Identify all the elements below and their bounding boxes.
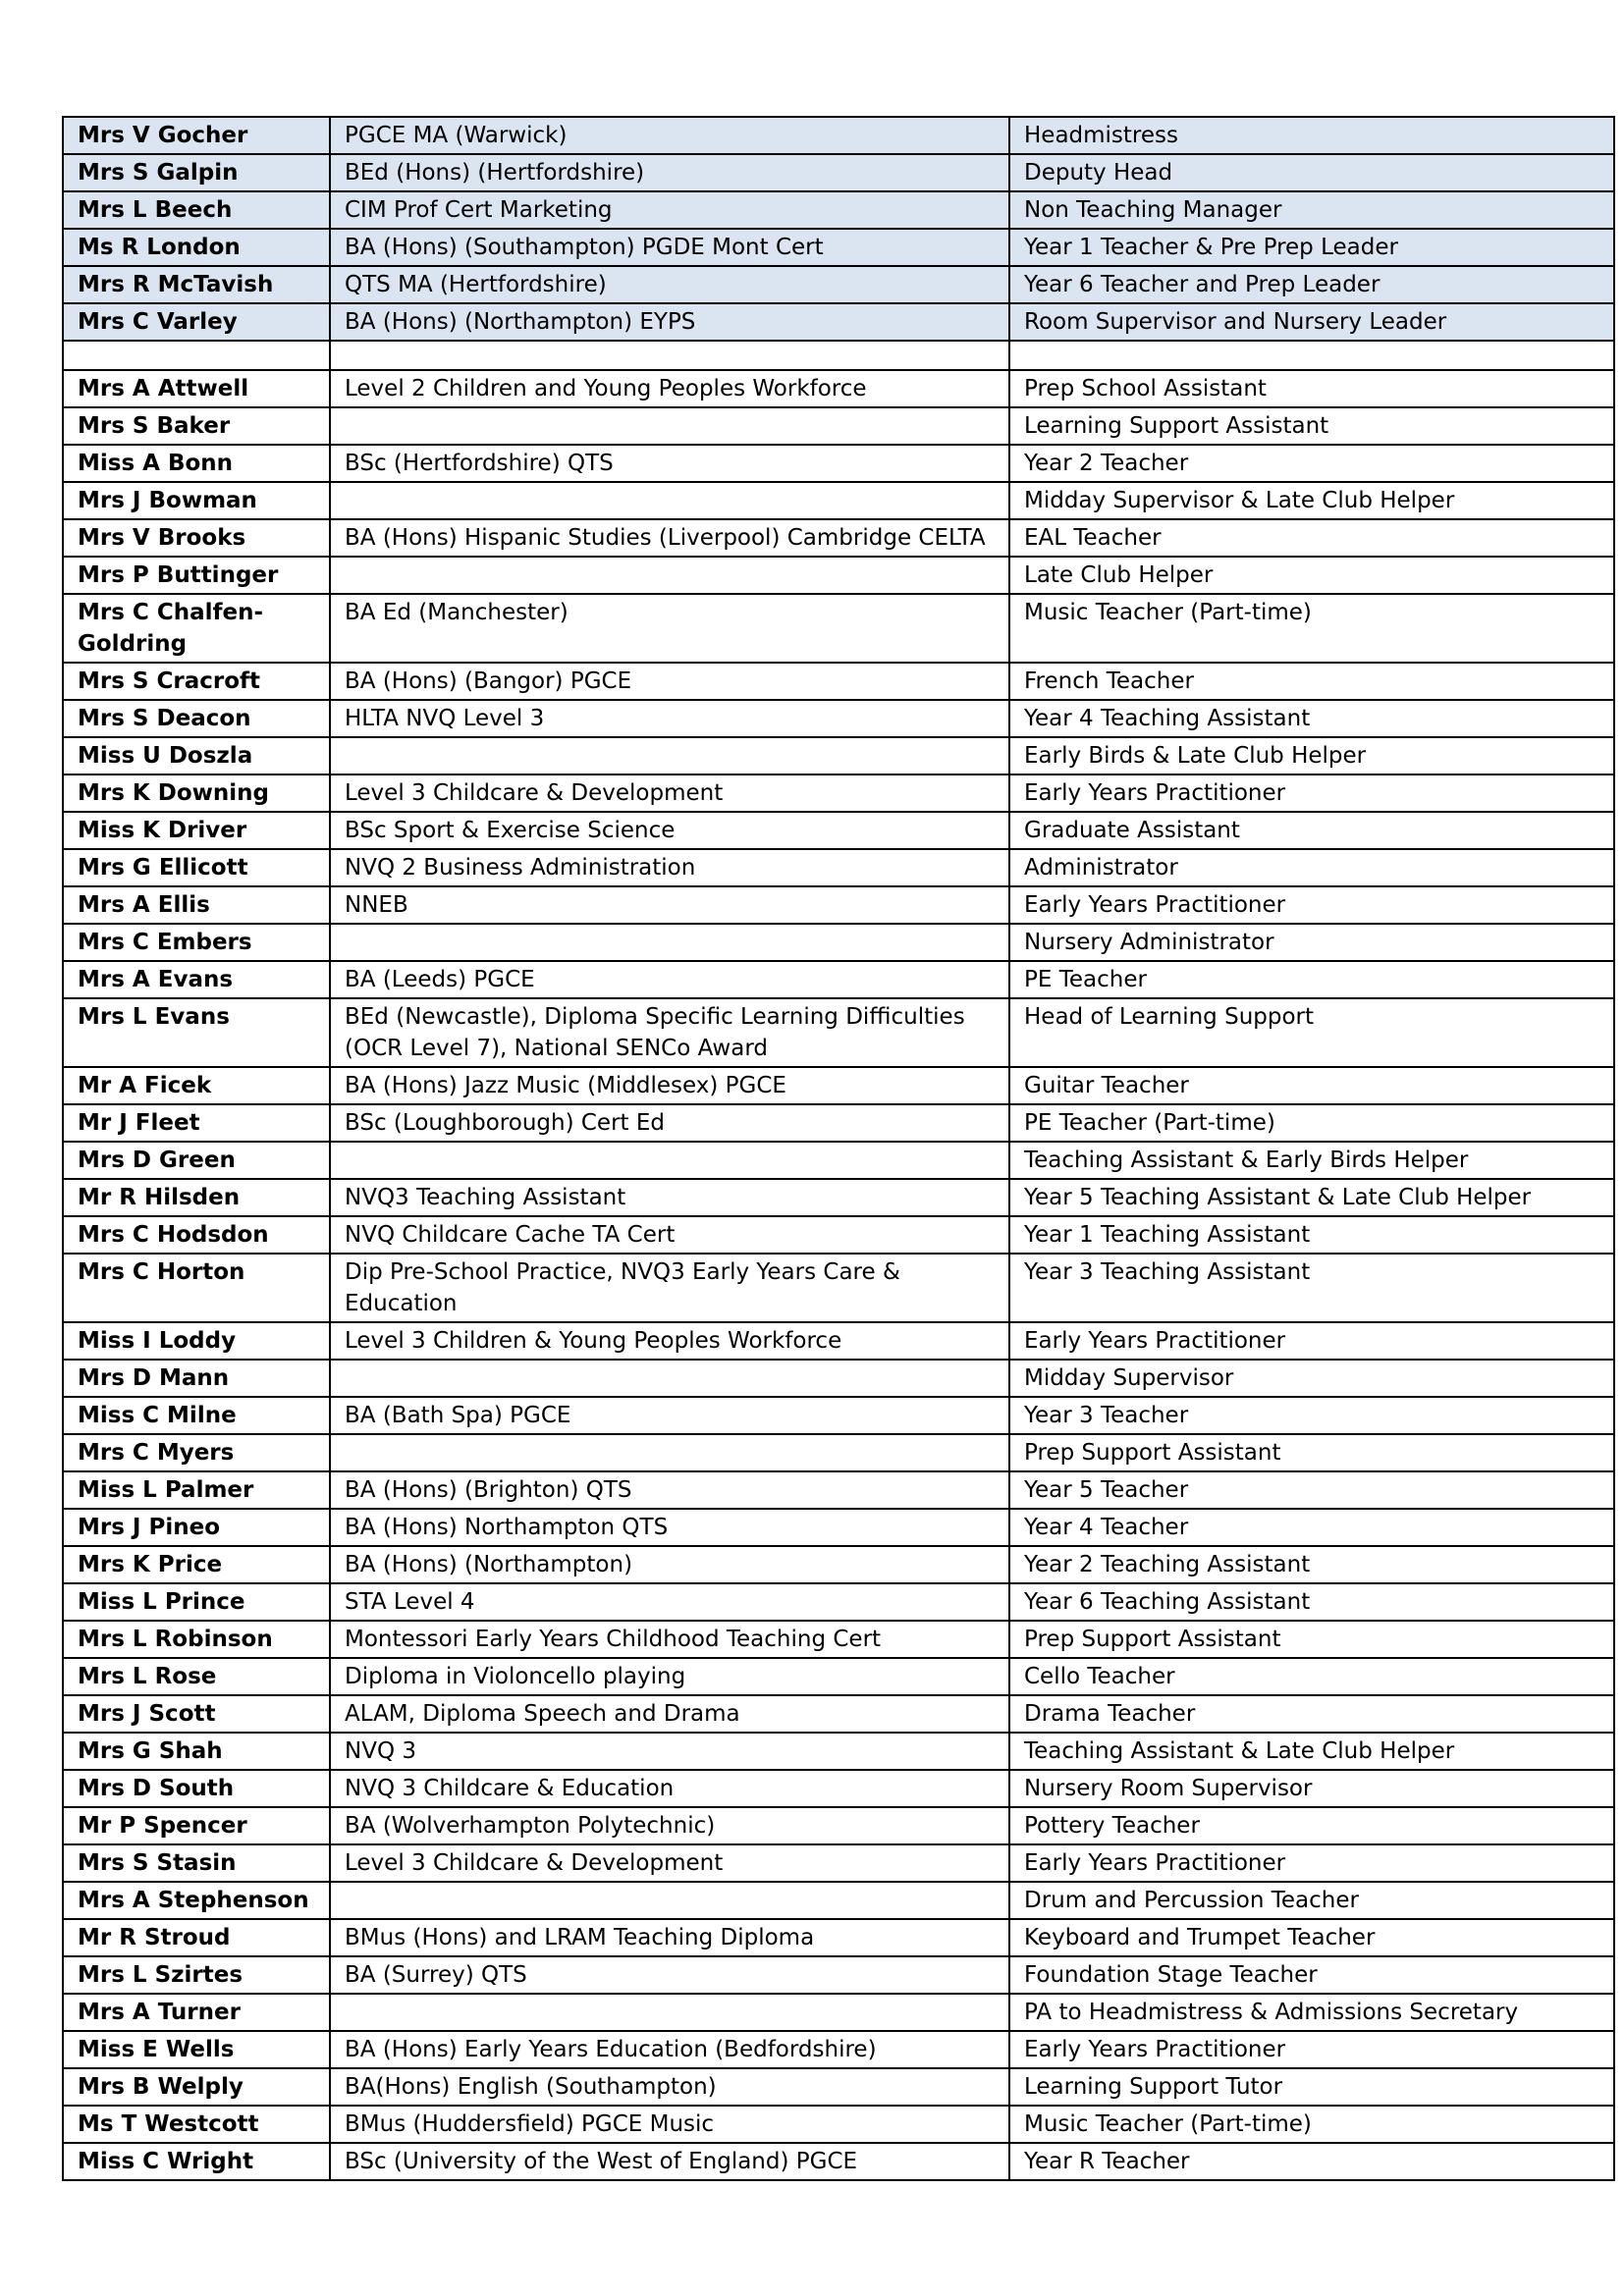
staff-qualification-cell: BEd (Hons) (Hertfordshire): [330, 154, 1009, 191]
staff-role-cell: Year 2 Teaching Assistant: [1009, 1546, 1614, 1583]
staff-row: [63, 370, 1614, 407]
staff-name-cell: Mrs C Varley: [63, 303, 330, 341]
staff-name-cell: Mrs S Stasin: [63, 1844, 330, 1882]
staff-qualification-cell: NNEB: [330, 886, 1009, 924]
staff-row: [63, 1733, 1614, 1770]
staff-qualification-cell: CIM Prof Cert Marketing: [330, 191, 1009, 229]
staff-qualification-cell: Level 3 Children & Young Peoples Workforce: [330, 1322, 1009, 1360]
staff-row: [63, 1216, 1614, 1254]
staff-role-cell: Prep Support Assistant: [1009, 1621, 1614, 1658]
staff-name-cell: Mrs B Welply: [63, 2068, 330, 2106]
staff-name-cell: Mrs L Beech: [63, 191, 330, 229]
staff-row: [63, 1254, 1614, 1322]
staff-qualification-cell: NVQ 2 Business Administration: [330, 849, 1009, 886]
staff-row: [63, 812, 1614, 849]
staff-row: [63, 1658, 1614, 1695]
staff-row: [63, 774, 1614, 812]
staff-role-cell: Headmistress: [1009, 117, 1614, 154]
staff-role-cell: Teaching Assistant & Early Birds Helper: [1009, 1142, 1614, 1179]
staff-name-cell: Miss E Wells: [63, 2031, 330, 2068]
staff-name-cell: Mrs G Ellicott: [63, 849, 330, 886]
staff-qualification-cell: [330, 1882, 1009, 1919]
staff-row: [63, 663, 1614, 700]
staff-role-cell: Administrator: [1009, 849, 1614, 886]
staff-name-cell: Mrs J Scott: [63, 1695, 330, 1733]
staff-name-cell: Mrs L Evans: [63, 998, 330, 1067]
staff-name-cell: Mrs G Shah: [63, 1733, 330, 1770]
staff-name-cell: Mr R Hilsden: [63, 1179, 330, 1216]
staff-qualification-cell: Diploma in Violoncello playing: [330, 1658, 1009, 1695]
staff-name-cell: Miss L Palmer: [63, 1471, 330, 1509]
staff-row: [63, 1695, 1614, 1733]
staff-name-cell: Ms T Westcott: [63, 2106, 330, 2143]
senior-staff-row: [63, 154, 1614, 191]
staff-role-cell: Nursery Administrator: [1009, 924, 1614, 961]
staff-qualification-cell: [330, 1142, 1009, 1179]
staff-name-cell: Miss K Driver: [63, 812, 330, 849]
staff-role-cell: Year R Teacher: [1009, 2143, 1614, 2180]
staff-qualification-cell: Level 2 Children and Young Peoples Workforce: [330, 370, 1009, 407]
staff-qualification-cell: Montessori Early Years Childhood Teaching Cert: [330, 1621, 1009, 1658]
staff-role-cell: PE Teacher (Part-time): [1009, 1104, 1614, 1142]
staff-role-cell: Year 5 Teaching Assistant & Late Club Helper: [1009, 1179, 1614, 1216]
staff-row: [63, 1322, 1614, 1360]
staff-role-cell: Year 3 Teaching Assistant: [1009, 1254, 1614, 1322]
staff-name-cell: Mrs J Pineo: [63, 1509, 330, 1546]
staff-row: [63, 961, 1614, 998]
staff-name-cell: Mr R Stroud: [63, 1919, 330, 1956]
staff-qualification-cell: [330, 482, 1009, 519]
staff-role-cell: Year 5 Teacher: [1009, 1471, 1614, 1509]
staff-role-cell: Prep Support Assistant: [1009, 1434, 1614, 1471]
staff-name-cell: Mr A Ficek: [63, 1067, 330, 1104]
staff-role-cell: Music Teacher (Part-time): [1009, 594, 1614, 663]
staff-qualification-cell: BA (Wolverhampton Polytechnic): [330, 1807, 1009, 1844]
staff-role-cell: Year 1 Teaching Assistant: [1009, 1216, 1614, 1254]
staff-row: [63, 407, 1614, 445]
staff-qualification-cell: NVQ 3: [330, 1733, 1009, 1770]
staff-qualification-cell: HLTA NVQ Level 3: [330, 700, 1009, 737]
staff-qualification-cell: BMus (Huddersfield) PGCE Music: [330, 2106, 1009, 2143]
staff-name-cell: Mrs A Turner: [63, 1994, 330, 2031]
staff-name-cell: Mrs A Evans: [63, 961, 330, 998]
staff-qualification-cell: BSc (Loughborough) Cert Ed: [330, 1104, 1009, 1142]
staff-row: [63, 557, 1614, 594]
staff-row: [63, 849, 1614, 886]
staff-row: [63, 700, 1614, 737]
staff-row: [63, 737, 1614, 774]
staff-role-cell: Drum and Percussion Teacher: [1009, 1882, 1614, 1919]
staff-role-cell: Early Years Practitioner: [1009, 886, 1614, 924]
staff-name-cell: Mrs C Embers: [63, 924, 330, 961]
staff-name-cell: Mrs A Attwell: [63, 370, 330, 407]
staff-qualification-cell: BA(Hons) English (Southampton): [330, 2068, 1009, 2106]
staff-qualification-cell: PGCE MA (Warwick): [330, 117, 1009, 154]
staff-role-cell: Room Supervisor and Nursery Leader: [1009, 303, 1614, 341]
staff-role-cell: EAL Teacher: [1009, 519, 1614, 557]
staff-row: [63, 2106, 1614, 2143]
staff-row: [63, 1621, 1614, 1658]
staff-row: [63, 2143, 1614, 2180]
staff-qualification-cell: BA (Hons) Northampton QTS: [330, 1509, 1009, 1546]
staff-name-cell: Mrs A Ellis: [63, 886, 330, 924]
staff-qualification-cell: NVQ 3 Childcare & Education: [330, 1770, 1009, 1807]
staff-qualification-cell: [330, 737, 1009, 774]
spacer-cell: [63, 341, 330, 370]
staff-qualification-cell: BSc Sport & Exercise Science: [330, 812, 1009, 849]
staff-row: [63, 445, 1614, 482]
staff-name-cell: Mrs S Baker: [63, 407, 330, 445]
staff-name-cell: Mrs A Stephenson: [63, 1882, 330, 1919]
staff-name-cell: Mrs J Bowman: [63, 482, 330, 519]
staff-name-cell: Miss C Wright: [63, 2143, 330, 2180]
staff-qualification-cell: [330, 1994, 1009, 2031]
staff-role-cell: Early Birds & Late Club Helper: [1009, 737, 1614, 774]
staff-role-cell: Year 6 Teacher and Prep Leader: [1009, 266, 1614, 303]
senior-staff-row: [63, 229, 1614, 266]
staff-row: [63, 2068, 1614, 2106]
staff-name-cell: Mrs V Gocher: [63, 117, 330, 154]
staff-qualification-cell: BA (Bath Spa) PGCE: [330, 1397, 1009, 1434]
staff-name-cell: Miss L Prince: [63, 1583, 330, 1621]
staff-row: [63, 1067, 1614, 1104]
staff-role-cell: Year 2 Teacher: [1009, 445, 1614, 482]
staff-row: [63, 594, 1614, 663]
staff-qualification-cell: BA (Hons) Hispanic Studies (Liverpool) Cambridge CELTA: [330, 519, 1009, 557]
staff-role-cell: Guitar Teacher: [1009, 1067, 1614, 1104]
staff-name-cell: Miss A Bonn: [63, 445, 330, 482]
staff-role-cell: Year 4 Teaching Assistant: [1009, 700, 1614, 737]
staff-qualification-cell: BA (Hons) (Southampton) PGDE Mont Cert: [330, 229, 1009, 266]
staff-name-cell: Mr J Fleet: [63, 1104, 330, 1142]
staff-name-cell: Miss U Doszla: [63, 737, 330, 774]
staff-row: [63, 1434, 1614, 1471]
staff-name-cell: Mrs S Cracroft: [63, 663, 330, 700]
staff-name-cell: Mrs L Rose: [63, 1658, 330, 1695]
staff-role-cell: Drama Teacher: [1009, 1695, 1614, 1733]
staff-name-cell: Miss I Loddy: [63, 1322, 330, 1360]
staff-qualification-cell: Level 3 Childcare & Development: [330, 1844, 1009, 1882]
staff-role-cell: Early Years Practitioner: [1009, 2031, 1614, 2068]
staff-row: [63, 1994, 1614, 2031]
staff-qualification-cell: NVQ Childcare Cache TA Cert: [330, 1216, 1009, 1254]
staff-name-cell: Mrs K Price: [63, 1546, 330, 1583]
staff-row: [63, 1919, 1614, 1956]
staff-role-cell: Year 4 Teacher: [1009, 1509, 1614, 1546]
staff-row: [63, 519, 1614, 557]
spacer-cell: [330, 341, 1009, 370]
staff-qualification-cell: [330, 407, 1009, 445]
staff-role-cell: Learning Support Tutor: [1009, 2068, 1614, 2106]
staff-name-cell: Mr P Spencer: [63, 1807, 330, 1844]
staff-role-cell: Learning Support Assistant: [1009, 407, 1614, 445]
staff-qualification-cell: BA (Hons) (Bangor) PGCE: [330, 663, 1009, 700]
staff-role-cell: Midday Supervisor & Late Club Helper: [1009, 482, 1614, 519]
spacer-row: [63, 341, 1614, 370]
staff-row: [63, 1882, 1614, 1919]
staff-qualification-cell: BA (Hons) (Northampton) EYPS: [330, 303, 1009, 341]
staff-role-cell: Head of Learning Support: [1009, 998, 1614, 1067]
staff-row: [63, 1179, 1614, 1216]
staff-row: [63, 1104, 1614, 1142]
staff-role-cell: Music Teacher (Part-time): [1009, 2106, 1614, 2143]
staff-row: [63, 998, 1614, 1067]
staff-row: [63, 1142, 1614, 1179]
staff-row: [63, 886, 1614, 924]
staff-role-cell: Prep School Assistant: [1009, 370, 1614, 407]
staff-role-cell: Pottery Teacher: [1009, 1807, 1614, 1844]
staff-role-cell: Early Years Practitioner: [1009, 774, 1614, 812]
staff-row: [63, 1956, 1614, 1994]
staff-row: [63, 1360, 1614, 1397]
staff-qualification-cell: [330, 924, 1009, 961]
staff-name-cell: Mrs C Horton: [63, 1254, 330, 1322]
staff-row: [63, 924, 1614, 961]
staff-name-cell: Mrs C Chalfen-Goldring: [63, 594, 330, 663]
staff-role-cell: Foundation Stage Teacher: [1009, 1956, 1614, 1994]
staff-role-cell: Year 1 Teacher & Pre Prep Leader: [1009, 229, 1614, 266]
staff-qualification-cell: BSc (Hertfordshire) QTS: [330, 445, 1009, 482]
staff-role-cell: Deputy Head: [1009, 154, 1614, 191]
staff-role-cell: Year 3 Teacher: [1009, 1397, 1614, 1434]
staff-role-cell: Non Teaching Manager: [1009, 191, 1614, 229]
staff-qualification-cell: Dip Pre-School Practice, NVQ3 Early Years Care & Education: [330, 1254, 1009, 1322]
staff-role-cell: Keyboard and Trumpet Teacher: [1009, 1919, 1614, 1956]
staff-name-cell: Mrs D Mann: [63, 1360, 330, 1397]
staff-row: [63, 1471, 1614, 1509]
staff-role-cell: Graduate Assistant: [1009, 812, 1614, 849]
staff-name-cell: Mrs P Buttinger: [63, 557, 330, 594]
staff-name-cell: Mrs S Galpin: [63, 154, 330, 191]
staff-row: [63, 1546, 1614, 1583]
staff-name-cell: Mrs S Deacon: [63, 700, 330, 737]
spacer-cell: [1009, 341, 1614, 370]
staff-qualification-cell: STA Level 4: [330, 1583, 1009, 1621]
staff-name-cell: Mrs C Hodsdon: [63, 1216, 330, 1254]
staff-role-cell: PA to Headmistress & Admissions Secretary: [1009, 1994, 1614, 2031]
staff-row: [63, 2031, 1614, 2068]
staff-row: [63, 1844, 1614, 1882]
staff-qualification-cell: BA (Leeds) PGCE: [330, 961, 1009, 998]
staff-role-cell: Teaching Assistant & Late Club Helper: [1009, 1733, 1614, 1770]
staff-role-cell: Late Club Helper: [1009, 557, 1614, 594]
staff-role-cell: Early Years Practitioner: [1009, 1844, 1614, 1882]
senior-staff-row: [63, 266, 1614, 303]
staff-name-cell: Mrs L Robinson: [63, 1621, 330, 1658]
staff-qualification-cell: BA Ed (Manchester): [330, 594, 1009, 663]
staff-qualification-cell: [330, 1360, 1009, 1397]
staff-name-cell: Mrs R McTavish: [63, 266, 330, 303]
staff-role-cell: Nursery Room Supervisor: [1009, 1770, 1614, 1807]
staff-row: [63, 482, 1614, 519]
staff-qualification-cell: BEd (Newcastle), Diploma Specific Learning Difficulties (OCR Level 7), National SENCo Award: [330, 998, 1009, 1067]
staff-name-cell: Mrs K Downing: [63, 774, 330, 812]
staff-qualification-cell: BA (Hons) (Brighton) QTS: [330, 1471, 1009, 1509]
staff-name-cell: Ms R London: [63, 229, 330, 266]
staff-name-cell: Mrs L Szirtes: [63, 1956, 330, 1994]
staff-qualification-cell: BA (Surrey) QTS: [330, 1956, 1009, 1994]
staff-qualification-cell: BMus (Hons) and LRAM Teaching Diploma: [330, 1919, 1009, 1956]
staff-role-cell: Year 6 Teaching Assistant: [1009, 1583, 1614, 1621]
staff-name-cell: Mrs C Myers: [63, 1434, 330, 1471]
staff-row: [63, 1509, 1614, 1546]
staff-row: [63, 1807, 1614, 1844]
staff-qualification-cell: BSc (University of the West of England) PGCE: [330, 2143, 1009, 2180]
staff-role-cell: Early Years Practitioner: [1009, 1322, 1614, 1360]
staff-qualification-cell: [330, 1434, 1009, 1471]
staff-row: [63, 1583, 1614, 1621]
staff-qualification-cell: [330, 557, 1009, 594]
staff-role-cell: PE Teacher: [1009, 961, 1614, 998]
staff-table-body: [63, 117, 1614, 2180]
staff-qualification-cell: QTS MA (Hertfordshire): [330, 266, 1009, 303]
staff-qualification-cell: BA (Hons) (Northampton): [330, 1546, 1009, 1583]
staff-name-cell: Mrs V Brooks: [63, 519, 330, 557]
staff-role-cell: French Teacher: [1009, 663, 1614, 700]
staff-name-cell: Miss C Milne: [63, 1397, 330, 1434]
staff-table: [62, 116, 1615, 2181]
staff-role-cell: Midday Supervisor: [1009, 1360, 1614, 1397]
staff-qualification-cell: BA (Hons) Jazz Music (Middlesex) PGCE: [330, 1067, 1009, 1104]
senior-staff-row: [63, 117, 1614, 154]
staff-row: [63, 1770, 1614, 1807]
staff-qualification-cell: BA (Hons) Early Years Education (Bedfordshire): [330, 2031, 1009, 2068]
staff-role-cell: Cello Teacher: [1009, 1658, 1614, 1695]
staff-qualification-cell: Level 3 Childcare & Development: [330, 774, 1009, 812]
senior-staff-row: [63, 303, 1614, 341]
staff-qualification-cell: ALAM, Diploma Speech and Drama: [330, 1695, 1009, 1733]
staff-qualification-cell: NVQ3 Teaching Assistant: [330, 1179, 1009, 1216]
staff-row: [63, 1397, 1614, 1434]
senior-staff-row: [63, 191, 1614, 229]
staff-name-cell: Mrs D South: [63, 1770, 330, 1807]
staff-name-cell: Mrs D Green: [63, 1142, 330, 1179]
